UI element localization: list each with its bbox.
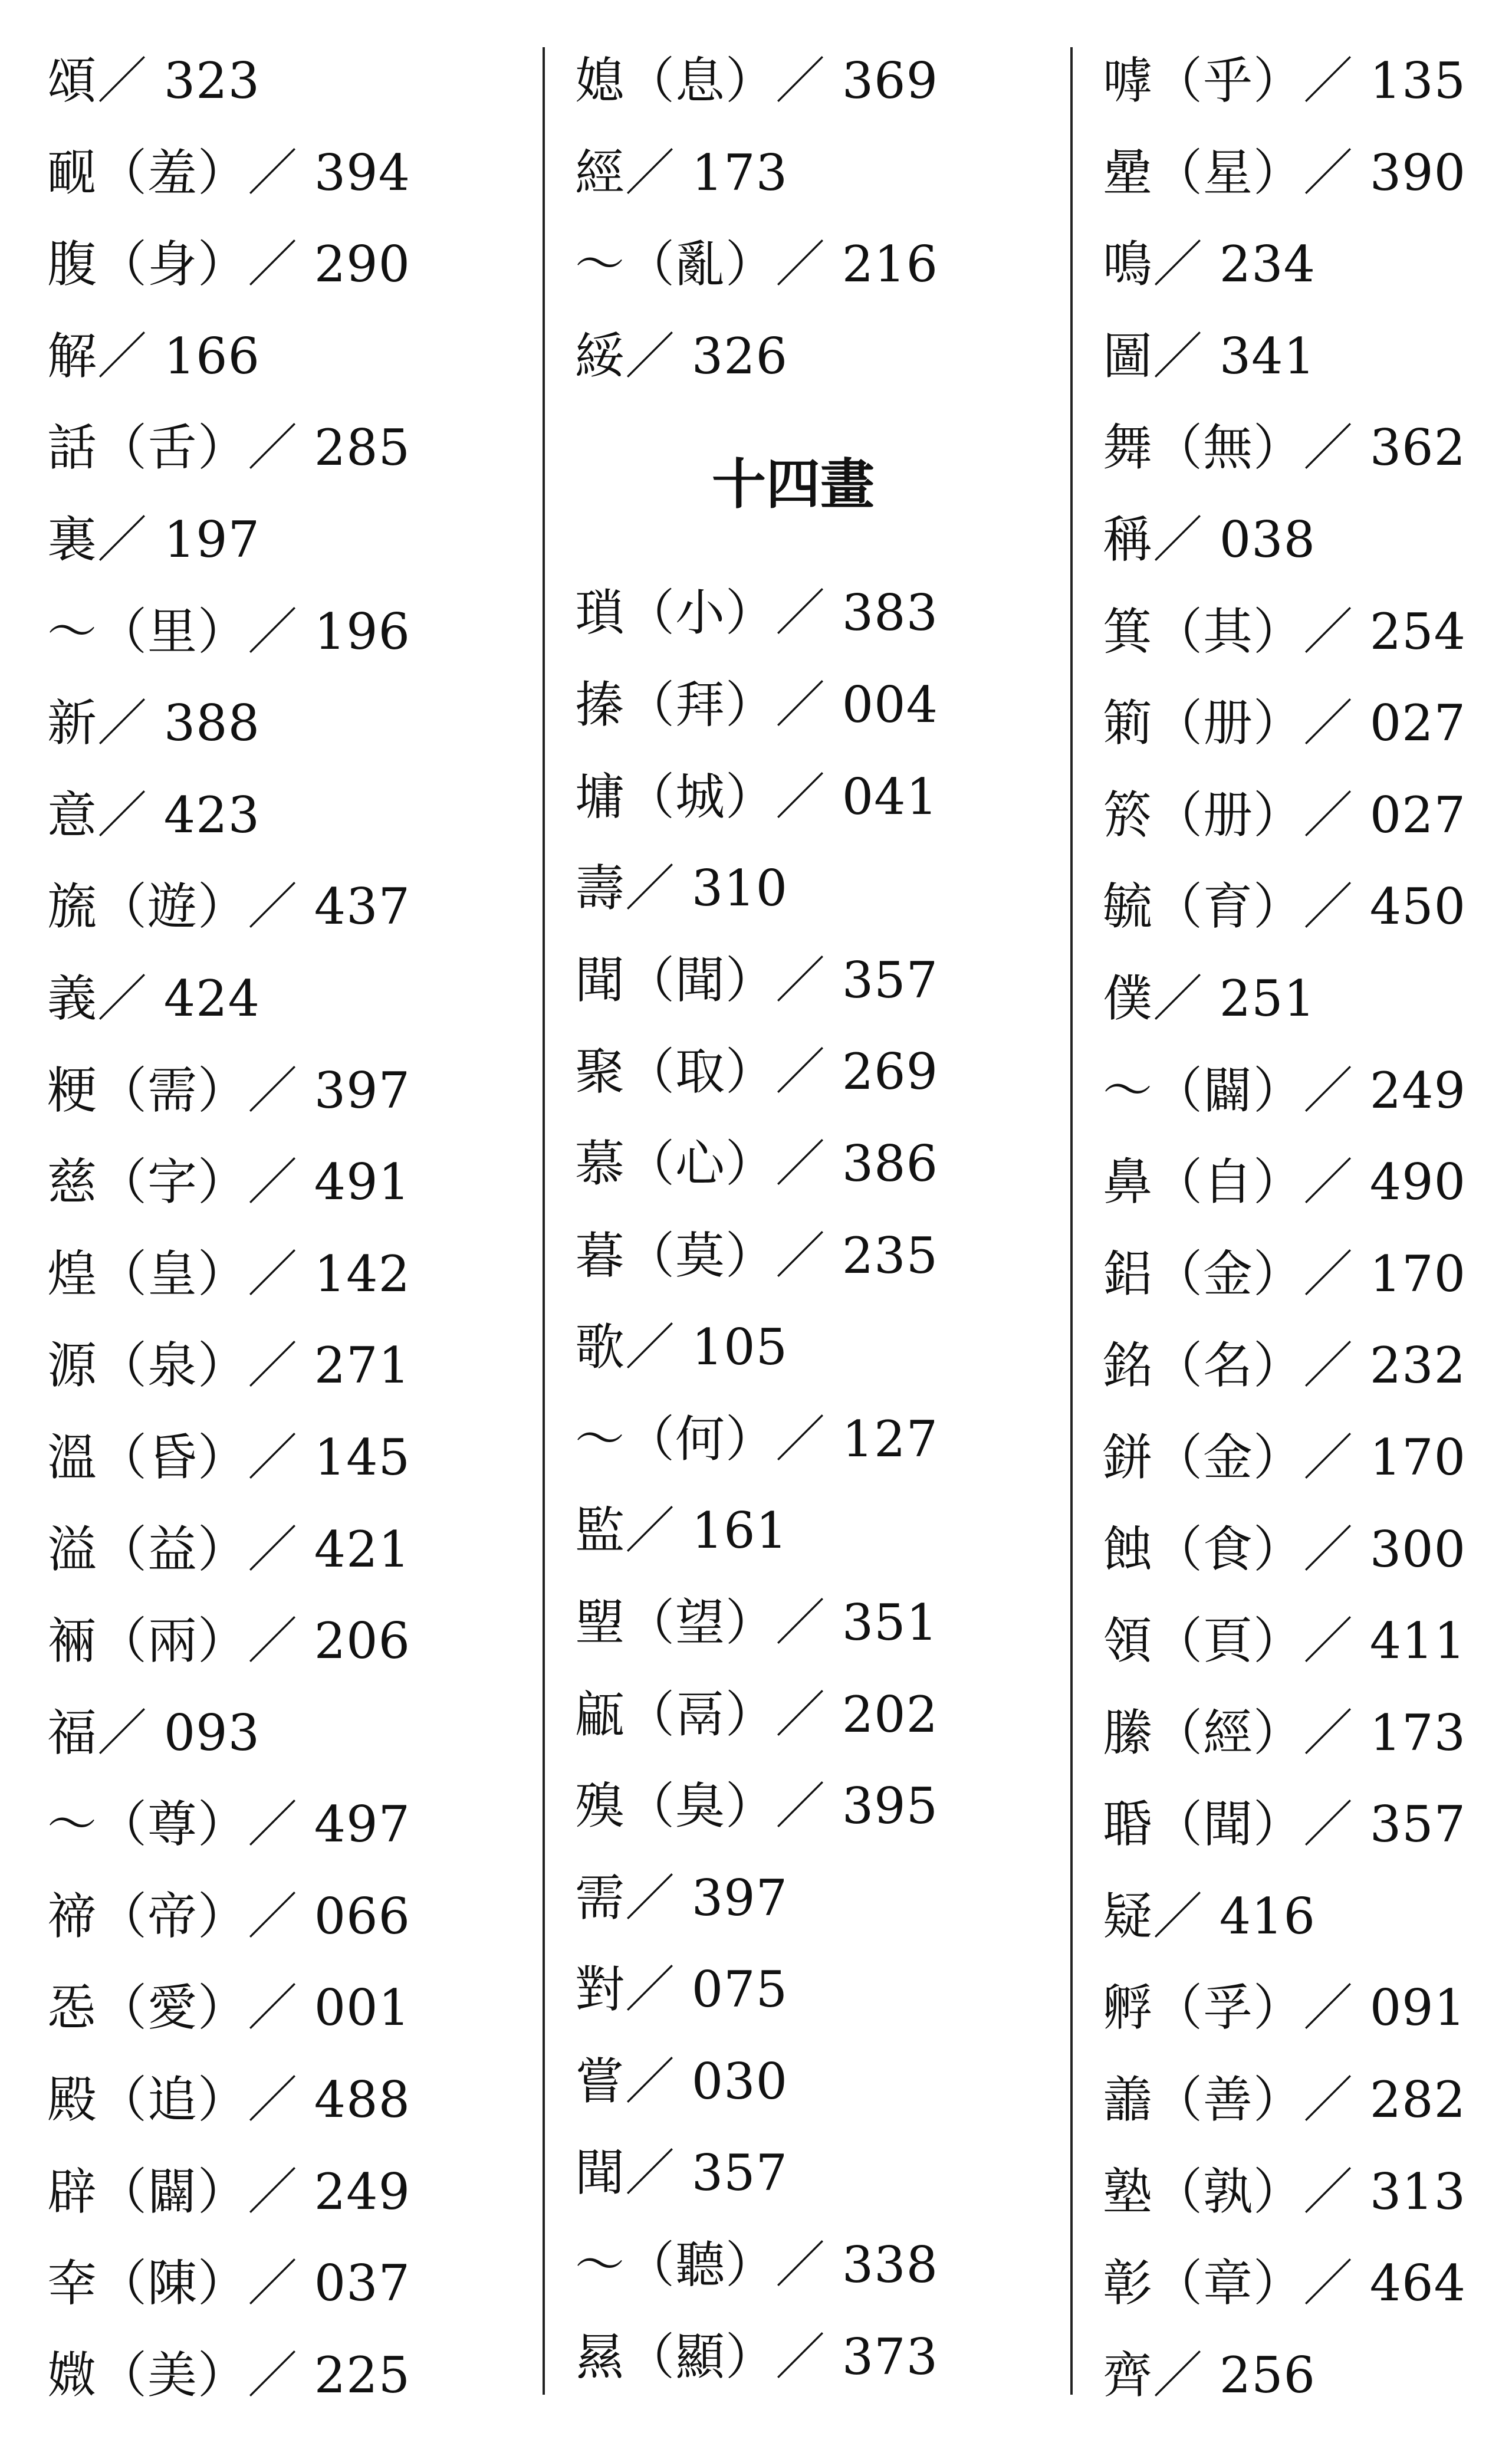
- index-entry: 聚（取）／ 269: [575, 1043, 939, 1101]
- column-divider: [543, 47, 545, 2395]
- index-entry: 福／ 093: [47, 1703, 261, 1762]
- index-entry: 暮（莫）／ 235: [575, 1226, 939, 1285]
- index-entry: 源（泉）／ 271: [47, 1337, 411, 1395]
- index-entry: 禘（帝）／ 066: [47, 1887, 411, 1945]
- index-entry: 慕（心）／ 386: [575, 1134, 939, 1193]
- index-column-1: [47, 35, 519, 2421]
- index-entry: 鋁（金）／ 170: [1103, 1245, 1467, 1303]
- index-entry: 嘑（乎）／ 135: [1103, 52, 1467, 110]
- index-entry: 話（舌）／ 285: [47, 419, 411, 477]
- index-entry: 鉼（金）／ 170: [1103, 1428, 1467, 1486]
- index-entry: 㬎（顯）／ 373: [575, 2327, 939, 2386]
- index-entry: 經／ 173: [575, 143, 788, 202]
- index-entry: 意／ 423: [47, 786, 261, 844]
- index-entry: 粳（需）／ 397: [47, 1061, 411, 1119]
- index-entry: 對／ 075: [575, 1961, 788, 2019]
- index-entry: 腹（身）／ 290: [47, 235, 411, 294]
- index-entry: 綏／ 326: [575, 327, 788, 385]
- index-entry: ～（何）／ 127: [575, 1410, 939, 1468]
- index-entry: 齊／ 256: [1103, 2346, 1316, 2404]
- index-entry: 舞（無）／ 362: [1103, 419, 1467, 477]
- index-entry: 壽／ 310: [575, 859, 788, 918]
- index-entry: 義／ 424: [47, 969, 261, 1027]
- index-entry: 解／ 166: [47, 327, 261, 385]
- index-entry: 毓（育）／ 450: [1103, 878, 1467, 936]
- index-entry: 媳（息）／ 369: [575, 52, 939, 110]
- index-entry: 煌（皇）／ 142: [47, 1245, 411, 1303]
- index-entry: 搸（拜）／ 004: [575, 675, 939, 734]
- index-entry: 媺（美）／ 225: [47, 2346, 411, 2404]
- index-entry: 溢（益）／ 421: [47, 1520, 411, 1578]
- index-entry: 譱（善）／ 282: [1103, 2071, 1467, 2129]
- index-entry: 殠（臭）／ 395: [575, 1777, 939, 1836]
- index-entry: 瑣（小）／ 383: [575, 584, 939, 642]
- index-entry: 墉（城）／ 041: [575, 767, 939, 826]
- index-entry: 歌／ 105: [575, 1318, 788, 1377]
- index-column-3: [1103, 35, 1512, 2421]
- index-entry: 朢（望）／ 351: [575, 1593, 939, 1652]
- index-entry: ～（闢）／ 249: [1103, 1061, 1467, 1119]
- index-entry: 箕（其）／ 254: [1103, 602, 1467, 661]
- index-entry: 嘗／ 030: [575, 2052, 788, 2110]
- index-entry: ～（尊）／ 497: [47, 1795, 411, 1854]
- index-entry: 銘（名）／ 232: [1103, 1337, 1467, 1395]
- index-entry: 疑／ 416: [1103, 1887, 1316, 1945]
- index-entry: 鳴／ 234: [1103, 235, 1316, 294]
- index-entry: 聞／ 357: [575, 2144, 788, 2202]
- index-entry: 蝕（食）／ 300: [1103, 1520, 1467, 1578]
- column-divider: [1070, 47, 1073, 2395]
- index-entry: 殿（追）／ 488: [47, 2071, 411, 2129]
- index-entry: 㤅（愛）／ 001: [47, 1979, 411, 2037]
- index-entry: 需／ 397: [575, 1869, 788, 1927]
- index-entry: 裲（兩）／ 206: [47, 1612, 411, 1670]
- index-entry: 頌／ 323: [47, 52, 261, 110]
- index-entry: 監／ 161: [575, 1502, 788, 1560]
- index-entry: 箣（册）／ 027: [1103, 694, 1467, 753]
- index-entry: 旒（遊）／ 437: [47, 878, 411, 936]
- index-entry: 縢（經）／ 173: [1103, 1703, 1467, 1762]
- index-entry: 領（頁）／ 411: [1103, 1612, 1467, 1670]
- index-entry: ～（里）／ 196: [47, 602, 411, 661]
- index-entry: 孵（孚）／ 091: [1103, 1979, 1467, 2037]
- index-entry: 圖／ 341: [1103, 327, 1316, 385]
- index-entry: 聞（聞）／ 357: [575, 951, 939, 1009]
- index-entry: 塾（孰）／ 313: [1103, 2162, 1467, 2221]
- index-entry: 溫（昏）／ 145: [47, 1428, 411, 1486]
- index-entry: ～（聽）／ 338: [575, 2236, 939, 2294]
- index-entry: 䎽（聞）／ 357: [1103, 1795, 1467, 1854]
- index-entry: 裏／ 197: [47, 510, 261, 569]
- index-entry: 慈（字）／ 491: [47, 1153, 411, 1211]
- index-column-2: [575, 35, 1047, 2403]
- index-entry: 甂（鬲）／ 202: [575, 1685, 939, 1744]
- section-heading: 十四畫: [711, 453, 875, 517]
- index-entry: 箊（册）／ 027: [1103, 786, 1467, 844]
- index-entry: 辟（闢）／ 249: [47, 2162, 411, 2221]
- index-entry: 稱／ 038: [1103, 510, 1316, 569]
- index-entry: 僕／ 251: [1103, 969, 1316, 1027]
- index-entry: ～（亂）／ 216: [575, 235, 939, 294]
- index-entry: 鼻（自）／ 490: [1103, 1153, 1467, 1211]
- index-entry: 曐（星）／ 390: [1103, 143, 1467, 202]
- index-entry: 新／ 388: [47, 694, 261, 753]
- index-entry: 㚔（陳）／ 037: [47, 2254, 411, 2313]
- index-entry: 彰（章）／ 464: [1103, 2254, 1467, 2313]
- index-entry: 䩄（羞）／ 394: [47, 143, 411, 202]
